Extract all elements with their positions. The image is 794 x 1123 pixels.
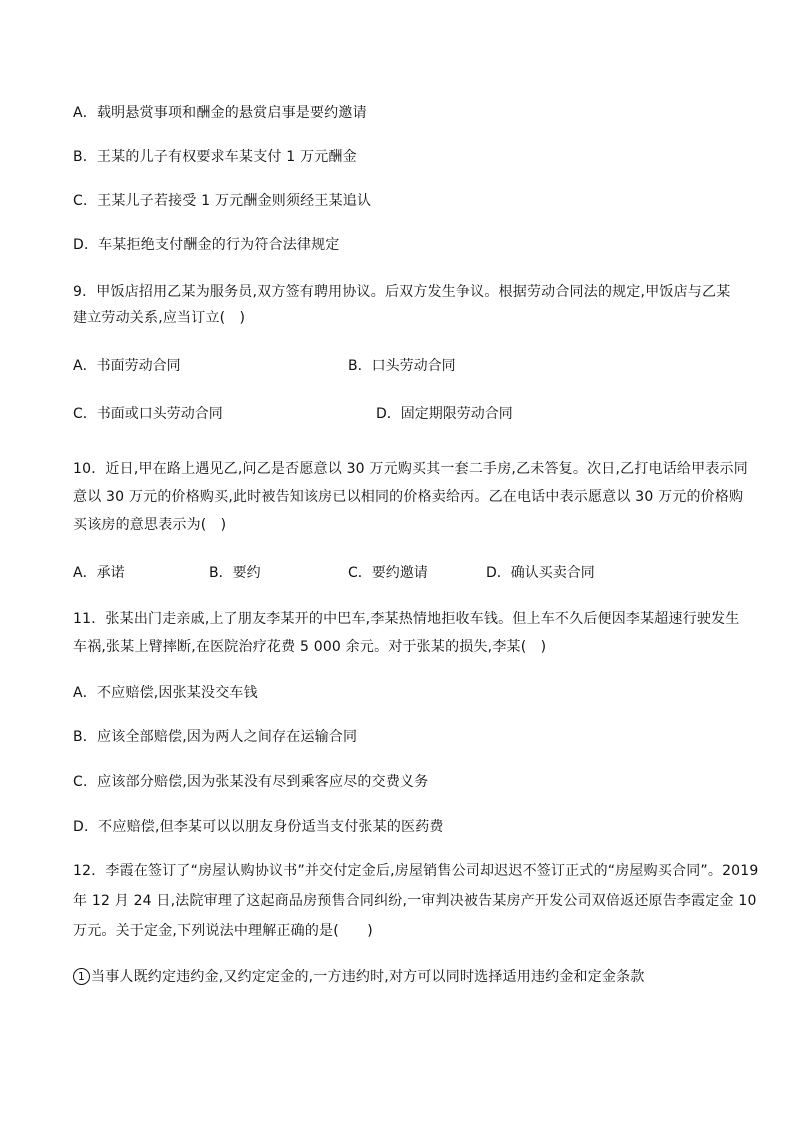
- q9-option-a: A．书面劳动合同: [73, 358, 181, 374]
- q12-statement-1: [73, 968, 645, 986]
- q11-option-a: A．不应赔偿,因张某没交车钱: [73, 685, 258, 701]
- q10-stem-line2: 意以 30 万元的价格购买,此时被告知该房已以相同的价格卖给丙。乙在电话中表示愿意以 30 万元的价格购: [73, 489, 744, 505]
- q10-stem-line3: 买该房的意思表示为( ): [73, 517, 227, 533]
- q9-stem-line1: 9．甲饭店招用乙某为服务员,双方签有聘用协议。后双方发生争议。根据劳动合同法的规定,甲饭店与乙某: [73, 284, 731, 300]
- q9-option-c: C．书面或口头劳动合同: [73, 406, 223, 422]
- q9-option-d: D．固定期限劳动合同: [376, 406, 513, 422]
- q10-option-d: D．确认买卖合同: [486, 565, 595, 581]
- q11-stem-line2: 车祸,张某上臂摔断,在医院治疗花费 5 000 余元。对于张某的损失,李某( ): [73, 639, 547, 655]
- q8-option-b: B．王某的儿子有权要求车某支付 1 万元酬金: [73, 149, 357, 165]
- q11-option-d: D．不应赔偿,但李某可以以朋友身份适当支付张某的医药费: [73, 819, 444, 835]
- q12-stem-line3: 万元。关于定金,下列说法中理解正确的是( ): [73, 923, 373, 939]
- q9-option-b: B．口头劳动合同: [348, 358, 456, 374]
- q8-option-c: C．王某儿子若接受 1 万元酬金则须经王某追认: [73, 193, 372, 209]
- q11-option-c: C．应该部分赔偿,因为张某没有尽到乘客应尽的交费义务: [73, 774, 429, 790]
- q9-stem-line2: 建立劳动关系,应当订立( ): [73, 310, 246, 326]
- q10-stem-line1: 10．近日,甲在路上遇见乙,问乙是否愿意以 30 万元购买其一套二手房,乙未答复。次日,乙打电话给甲表示同: [73, 461, 748, 477]
- q8-option-a: A．载明悬赏事项和酬金的悬赏启事是要约邀请: [73, 105, 367, 121]
- circled-number-marker: 1: [73, 968, 90, 985]
- q12-stem-line2: 年 12 月 24 日,法院审理了这起商品房预售合同纠纷,一审判决被告某房产开发公司双倍返还原告李霞定金 10: [73, 893, 757, 909]
- q10-option-a: A．承诺: [73, 565, 125, 581]
- q11-stem-line1: 11．张某出门走亲戚,上了朋友李某开的中巴车,李某热情地拒收车钱。但上车不久后便因李某超速行驶发生: [73, 611, 740, 627]
- q10-option-b: B．要约: [209, 565, 261, 581]
- q11-option-b: B．应该全部赔偿,因为两人之间存在运输合同: [73, 729, 358, 745]
- q12-stem-line1: 12．李霞在签订了“房屋认购协议书”并交付定金后,房屋销售公司却迟迟不签订正式的“房屋购买合同”。2019: [73, 863, 759, 879]
- q8-option-d: D．车某拒绝支付酬金的行为符合法律规定: [73, 237, 340, 253]
- q10-option-c: C．要约邀请: [348, 565, 428, 581]
- q12-statement-1-text: 当事人既约定违约金,又约定定金的,一方违约时,对方可以同时选择适用违约金和定金条款: [91, 969, 645, 985]
